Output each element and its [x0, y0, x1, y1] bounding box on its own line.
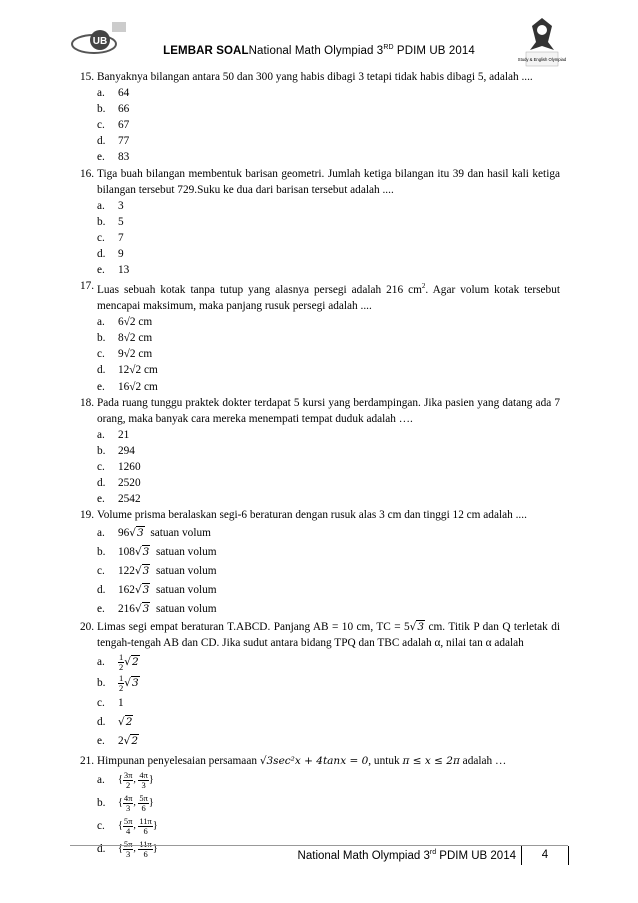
option: a. 96 √3 satuan volum: [97, 523, 560, 542]
option-text: 64: [118, 87, 130, 100]
question-20: [80, 619, 560, 651]
question-number: 17.: [80, 280, 95, 293]
option: c. 122 √3 satuan volum: [97, 561, 560, 580]
option-letter: a.: [97, 316, 105, 329]
question-text: Volume prisma beralaskan segi-6 beraturan dengan rusuk alas 3 cm dan tinggi 12 cm adalah ....: [97, 509, 527, 522]
logo-left-text: UB: [92, 36, 108, 47]
option: [97, 379, 560, 395]
option-text: 16√2 cm: [118, 380, 158, 393]
option: e. 216 √3 satuan volum: [97, 599, 560, 618]
option-letter: c.: [97, 231, 105, 244]
option-letter: d.: [97, 583, 106, 596]
option: [97, 117, 560, 133]
option-letter: d.: [97, 135, 106, 148]
option-letter: d.: [97, 364, 106, 377]
option-letter: a.: [97, 428, 105, 441]
question-number: 19.: [80, 509, 95, 522]
option: [97, 230, 560, 246]
option-letter: c.: [97, 461, 105, 474]
option: [97, 330, 560, 346]
option-letter: c.: [97, 564, 105, 577]
options-17: [97, 314, 560, 394]
options-21: [97, 769, 560, 861]
options-18: [97, 427, 560, 507]
option-letter: b.: [97, 444, 106, 457]
option: d. 162 √3 satuan volum: [97, 580, 560, 599]
option-text: 5: [118, 215, 124, 228]
option-text: 9√2 cm: [118, 348, 153, 361]
question-text: Tiga buah bilangan membentuk barisan geometri. Jumlah ketiga bilangan itu 39 dan hasil kali ketiga bilangan tersebut 729.Suku ke dua dari barisan tersebut adalah ....: [97, 167, 560, 196]
option: e. 2 √2: [97, 732, 560, 751]
option-text: 8√2 cm: [118, 332, 153, 345]
option: [97, 149, 560, 165]
option: [97, 314, 560, 330]
question-number: 20.: [80, 621, 95, 634]
study-english-logo: [518, 12, 566, 70]
option: [97, 246, 560, 262]
option-letter: b.: [97, 545, 106, 558]
question-text: Luas sebuah kotak tanpa tutup yang alasnya persegi adalah 216 $cm^2$. Agar volum kotak tersebut mencapai maksimum, maka panjang rusuk persegi adalah ....: [97, 282, 560, 313]
options-20: [97, 652, 560, 751]
option: c. 1: [97, 694, 560, 713]
question-text: Himpunan penyelesaian persamaan √3sec²x + 4tanx = 0, untuk π ≤ x ≤ 2π adalah …: [97, 754, 507, 767]
option-text: 2542: [118, 493, 141, 506]
question-18: [80, 395, 560, 427]
option: [97, 346, 560, 362]
footer-divider: [70, 845, 568, 846]
option-letter: a.: [97, 526, 105, 539]
option-letter: e.: [97, 264, 105, 277]
options-15: [97, 85, 560, 165]
option-letter: e.: [97, 735, 105, 748]
option: [97, 133, 560, 149]
option-text: 21: [118, 428, 130, 441]
option: [97, 198, 560, 214]
option-letter: a.: [97, 87, 105, 100]
options-16: [97, 198, 560, 278]
option-letter: d.: [97, 843, 106, 856]
option: [97, 85, 560, 101]
option: b. $\frac{1}{2}$ √3: [97, 672, 139, 693]
question-number: 18.: [80, 396, 95, 409]
option-text: 13: [118, 264, 130, 277]
option-letter: e.: [97, 151, 105, 164]
option-text: 67: [118, 119, 130, 132]
option: a. $\frac{1}{2}$ √2: [97, 651, 139, 672]
logo-right-text: Study & English Olympiad: [518, 57, 566, 62]
option-letter: d.: [97, 716, 106, 729]
option-letter: b.: [97, 103, 106, 116]
option-letter: c.: [97, 697, 105, 710]
option-text: 3: [118, 199, 124, 212]
page-number: 4: [521, 846, 569, 865]
option: d. { $\frac{5\pi}{3}$ , $\frac{11\pi}{6}$ }: [97, 838, 158, 859]
question-text: Pada ruang tunggu praktek dokter terdapat 5 kursi yang berdampingan. Jika pasien yang datang ada 7 orang, maka banyak cara mereka menempati tempat duduk adalah ….: [97, 396, 560, 425]
option-letter: c.: [97, 820, 105, 833]
option-letter: a.: [97, 199, 105, 212]
header-tail: PDIM UB 2014: [396, 44, 475, 57]
option-text: 66: [118, 103, 130, 116]
page-header: [0, 44, 638, 57]
header-sup: RD: [383, 44, 394, 51]
question-21: [80, 753, 560, 769]
option-letter: a.: [97, 656, 105, 669]
option: [97, 491, 560, 507]
question-number: 15.: [80, 71, 95, 83]
question-17: [80, 278, 560, 314]
option-text: 7: [118, 231, 124, 244]
option-letter: c.: [97, 348, 105, 361]
option: b. 108 √3 satuan volum: [97, 542, 560, 561]
option: d. √2: [97, 713, 560, 732]
option: [97, 262, 560, 278]
option: [97, 362, 560, 378]
option-letter: d.: [97, 477, 106, 490]
option-letter: b.: [97, 215, 106, 228]
option-text: 9: [118, 248, 124, 261]
page-footer: National Math Olympiad 3rd PDIM UB 2014: [297, 849, 516, 862]
option-letter: b.: [97, 797, 106, 810]
option-letter: b.: [97, 677, 106, 690]
question-text: Limas segi empat beraturan T.ABCD. Panjang AB = 10 cm, TC = 5√3 cm. Titik P dan Q terletak di tengah-tengah AB dan CD. Jika sudut antara bidang TPQ dan TBC adalah α, nilai tan α adalah: [97, 621, 561, 650]
option-text: 1260: [118, 461, 141, 474]
option: [97, 214, 560, 230]
question-15: [80, 69, 560, 85]
header-bold: LEMBAR SOAL: [163, 44, 249, 57]
option: [97, 459, 560, 475]
option: [97, 427, 560, 443]
question-16: [80, 166, 560, 198]
options-19: [97, 523, 560, 618]
option-text: 83: [118, 151, 130, 164]
option-letter: e.: [97, 493, 105, 506]
option-letter: b.: [97, 332, 106, 345]
option: [97, 443, 560, 459]
option-letter: e.: [97, 380, 105, 393]
question-19: [80, 507, 560, 523]
option-letter: c.: [97, 119, 105, 132]
option-text: 2520: [118, 477, 141, 490]
question-text: Banyaknya bilangan antara 50 dan 300 yang habis dibagi 3 tetapi tidak habis dibagi 5, adalah ....: [97, 71, 533, 83]
option-text: 77: [118, 135, 130, 148]
option: [97, 475, 560, 491]
question-number: 21.: [80, 754, 95, 767]
option-text: 294: [118, 444, 135, 457]
option: [97, 101, 560, 117]
option-text: 6√2 cm: [118, 316, 153, 329]
option-letter: d.: [97, 248, 106, 261]
option: c. { $\frac{5\pi}{4}$ , $\frac{11\pi}{6}$ }: [97, 815, 158, 836]
option-letter: e.: [97, 602, 105, 615]
option: a. { $\frac{3\pi}{2}$ , $\frac{4\pi}{3}$ }: [97, 769, 154, 790]
header-rest: National Math Olympiad 3: [248, 44, 384, 57]
option-letter: a.: [97, 774, 105, 787]
question-number: 16.: [80, 167, 95, 180]
question-list: [80, 69, 560, 861]
option-text: 12√2 cm: [118, 364, 158, 377]
option: b. { $\frac{4\pi}{3}$ , $\frac{5\pi}{6}$ }: [97, 792, 154, 813]
